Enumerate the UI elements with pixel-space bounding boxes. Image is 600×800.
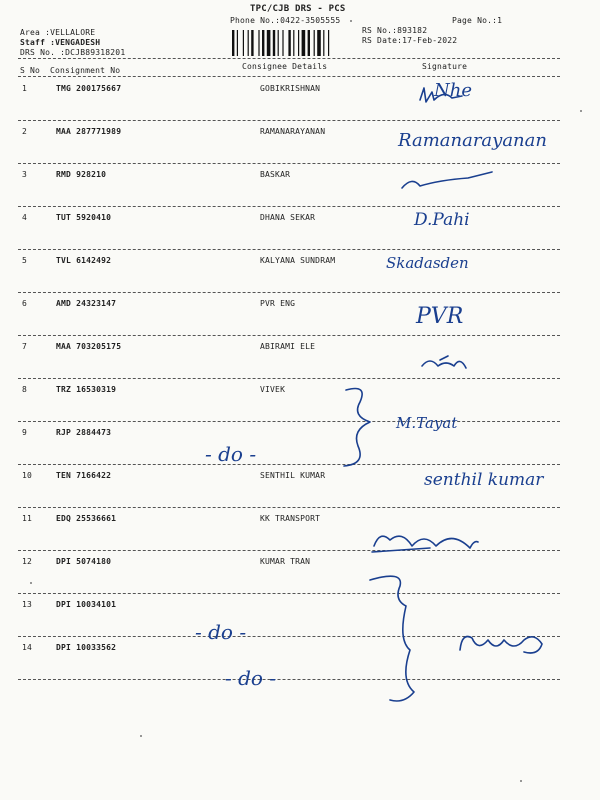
ditto-mark-row-13: - do - [195, 620, 247, 644]
row-consignment-no: TMG 200175667 [56, 84, 122, 93]
row-separator [18, 679, 560, 680]
row-separator [18, 550, 560, 551]
row-consignee: VIVEK [260, 385, 286, 394]
barcode-bar [243, 30, 244, 56]
barcode-bar [293, 30, 294, 56]
row-consignment-no: DPI 10033562 [56, 643, 117, 652]
barcode-bar [237, 30, 238, 56]
document-title: TPC/CJB DRS - PCS [250, 4, 346, 14]
row-consignment-no: TRZ 16530319 [56, 385, 117, 394]
row-sno: 14 [22, 643, 33, 652]
row-consignment-no: TVL 6142492 [56, 256, 112, 265]
barcode-bar [317, 30, 321, 56]
brace-rows-8-9 [344, 389, 370, 467]
row-sno: 11 [22, 514, 33, 523]
row-sno: 10 [22, 471, 33, 480]
row-consignee: GOBIKRISHNAN [260, 84, 321, 93]
row-consignee: RAMANARAYANAN [260, 127, 326, 136]
rs-date: RS Date:17-Feb-2022 [362, 36, 458, 45]
signature-row-2: Ramanarayanan [398, 130, 547, 151]
row-consignment-no: MAA 287771989 [56, 127, 122, 136]
row-sno: 7 [22, 342, 28, 351]
barcode-image [232, 30, 352, 56]
row-consignee: KALYANA SUNDRAM [260, 256, 336, 265]
row-consignment-no: DPI 5074180 [56, 557, 112, 566]
row-separator [18, 378, 560, 379]
page-number: Page No.:1 [452, 16, 503, 25]
scan-speck [350, 20, 352, 22]
row-separator [18, 163, 560, 164]
signature-row-1: Nhe [434, 80, 472, 101]
drs-number: DRS No. :DCJB89318201 [20, 48, 126, 57]
scan-speck [580, 110, 582, 112]
row-consignment-no: RJP 2884473 [56, 428, 112, 437]
barcode-bar [251, 30, 253, 56]
signature-scribble-row-7 [422, 356, 466, 368]
barcode-bar [314, 30, 315, 56]
phone-number: Phone No.:0422-3505555 [230, 16, 341, 25]
row-separator [18, 636, 560, 637]
row-separator [18, 335, 560, 336]
row-sno: 2 [22, 127, 28, 136]
column-header-signature: Signature [422, 62, 468, 71]
staff-label: Staff :VENGADESH [20, 38, 101, 47]
row-consignment-no: RMD 928210 [56, 170, 107, 179]
row-separator [18, 593, 560, 594]
row-separator [18, 206, 560, 207]
row-consignment-no: TEN 7166422 [56, 471, 112, 480]
row-sno: 9 [22, 428, 28, 437]
barcode-bar [302, 30, 306, 56]
signature-scribble-rows-13-14 [460, 637, 542, 654]
barcode-bar [323, 30, 324, 56]
barcode-bar [328, 30, 329, 56]
barcode-bar [258, 30, 259, 56]
row-sno: 4 [22, 213, 28, 222]
barcode-bar [288, 30, 290, 56]
row-consignee: KK TRANSPORT [260, 514, 321, 523]
ditto-mark-row-9: - do - [205, 442, 257, 466]
barcode-bar [248, 30, 249, 56]
row-consignee: SENTHIL KUMAR [260, 471, 326, 480]
header-rule-top [18, 58, 560, 59]
row-separator [18, 292, 560, 293]
barcode-bar [298, 30, 299, 56]
barcode-bar [267, 30, 271, 56]
row-separator [18, 421, 560, 422]
signature-row-4: D.Pahi [414, 210, 470, 230]
row-consignee: PVR ENG [260, 299, 296, 308]
row-consignee: KUMAR TRAN [260, 557, 311, 566]
barcode-bar [273, 30, 275, 56]
row-separator [18, 249, 560, 250]
row-sno: 13 [22, 600, 33, 609]
row-sno: 6 [22, 299, 28, 308]
row-consignment-no: AMD 24323147 [56, 299, 117, 308]
barcode-bar [278, 30, 279, 56]
signature-row-9: M.Tayat [396, 414, 458, 432]
row-sno: 8 [22, 385, 28, 394]
row-consignee: DHANA SEKAR [260, 213, 316, 222]
signature-scribble-row-3 [402, 172, 492, 188]
header-rule-bottom [18, 76, 560, 77]
row-consignment-no: DPI 10034101 [56, 600, 117, 609]
column-header-consignee: Consignee Details [242, 62, 328, 71]
barcode-bar [262, 30, 264, 56]
row-consignment-no: MAA 703205175 [56, 342, 122, 351]
row-sno: 5 [22, 256, 28, 265]
barcode-bar [308, 30, 310, 56]
barcode-bar [232, 30, 234, 56]
row-consignee: ABIRAMI ELE [260, 342, 316, 351]
scan-speck [30, 582, 32, 584]
rs-number: RS No.:893182 [362, 26, 428, 35]
column-header-sno: S No [20, 66, 41, 75]
row-sno: 1 [22, 84, 28, 93]
row-consignment-no: TUT 5920410 [56, 213, 112, 222]
row-separator [18, 120, 560, 121]
row-consignee: BASKAR [260, 170, 291, 179]
row-separator [18, 507, 560, 508]
row-sno: 12 [22, 557, 33, 566]
ditto-mark-row-14: - do - [225, 666, 277, 690]
barcode-bar [282, 30, 283, 56]
signature-row-10: senthil kumar [424, 470, 544, 490]
row-sno: 3 [22, 170, 28, 179]
signature-row-5: Skadasden [386, 254, 469, 272]
signature-row-6: PVR [416, 304, 464, 329]
scan-speck [140, 735, 142, 737]
row-consignment-no: EDQ 25536661 [56, 514, 117, 523]
scan-speck [520, 780, 522, 782]
row-separator [18, 464, 560, 465]
area-label: Area :VELLALORE [20, 28, 96, 37]
brace-rows-12-14 [370, 576, 414, 701]
column-header-consignment: Consignment No [50, 66, 121, 75]
